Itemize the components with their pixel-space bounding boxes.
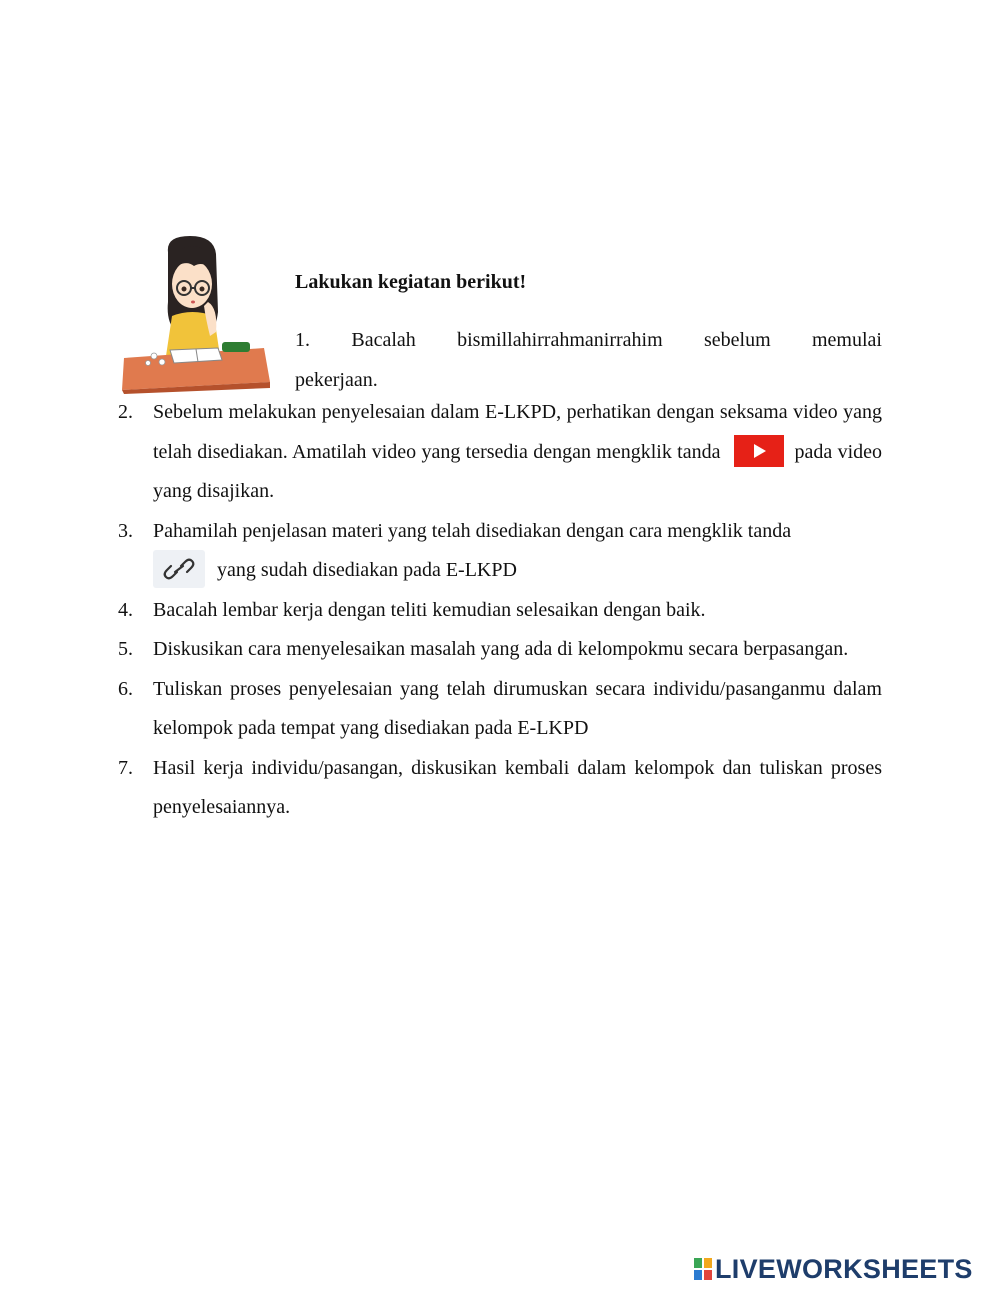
- girl-studying-illustration: [118, 232, 273, 394]
- liveworksheets-logo[interactable]: [694, 1256, 973, 1282]
- item-text: pada video yang disajikan.: [153, 440, 883, 502]
- link-icon[interactable]: [153, 550, 205, 588]
- instruction-item-3: [118, 512, 882, 591]
- item-text: yang sudah disediakan pada E-LKPD: [217, 559, 517, 581]
- instruction-list: [118, 393, 882, 828]
- item-text: Hasil kerja individu/pasangan, diskusikan kembali dalam kelompok dan tuliskan proses penyelesaiannya.: [153, 756, 882, 818]
- item-word: memulai: [812, 329, 882, 351]
- item-text: Tuliskan proses penyelesaian yang telah dirumuskan secara individu/pasanganmu dalam kelompok pada tempat yang disediakan pada E-LKPD: [153, 677, 882, 739]
- item-number: 7.: [118, 756, 133, 779]
- item-word: bismillahirrahmanirrahim: [457, 329, 663, 351]
- item-number: 3.: [118, 519, 133, 542]
- instruction-item-4: [118, 591, 882, 631]
- instruction-heading: Lakukan kegiatan berikut!: [295, 271, 527, 293]
- item-number: 2.: [118, 401, 133, 423]
- instruction-item-7: [118, 749, 882, 828]
- item-word: Bacalah: [351, 329, 416, 351]
- item-text: Sebelum melakukan penyelesaian dalam E-LKPD, perhatikan dengan seksama video yang telah disediakan. Amatilah video yang tersedia dengan mengklik tanda: [153, 401, 882, 463]
- item-number: 5.: [118, 638, 133, 660]
- play-icon[interactable]: [734, 435, 784, 467]
- instruction-item-6: [118, 670, 882, 749]
- item-number: 6.: [118, 677, 133, 700]
- item-number: 4.: [118, 598, 133, 621]
- item-number: 1.: [295, 329, 310, 351]
- item-text: Pahamilah penjelasan materi yang telah disediakan dengan cara mengklik tanda: [153, 519, 792, 542]
- item-text: Diskusikan cara menyelesaikan masalah yang ada di kelompokmu secara berpasangan.: [153, 638, 849, 660]
- instruction-item-2: [118, 393, 882, 512]
- item-continuation: pekerjaan.: [295, 369, 378, 391]
- instruction-item-1: [295, 320, 882, 400]
- item-text: Bacalah lembar kerja dengan teliti kemudian selesaikan dengan baik.: [153, 598, 706, 621]
- logo-text: LIVEWORKSHEETS: [715, 1254, 973, 1284]
- item-word: sebelum: [703, 329, 771, 351]
- liveworksheets-mark-icon: [694, 1258, 712, 1280]
- instruction-item-5: [118, 630, 882, 670]
